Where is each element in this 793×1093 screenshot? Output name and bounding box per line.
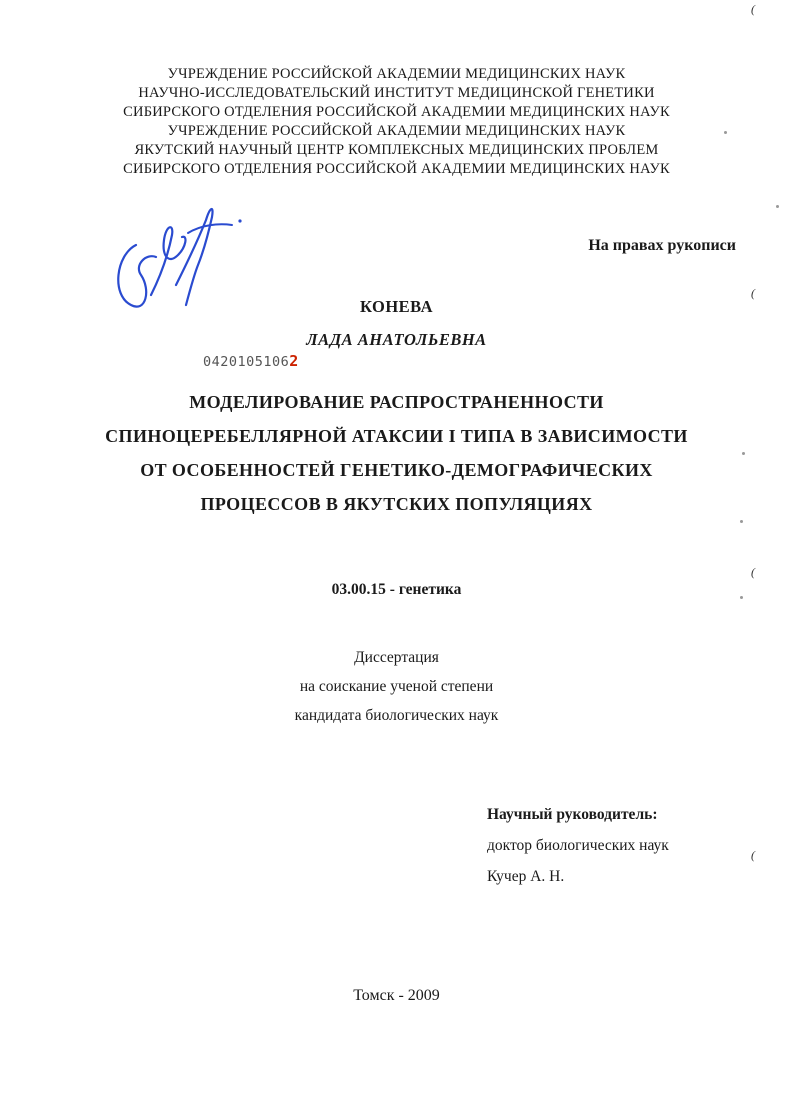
dissertation-title (0, 385, 793, 521)
institution-line: СИБИРСКОГО ОТДЕЛЕНИЯ РОССИЙСКОЙ АКАДЕМИИ МЕДИЦИНСКИХ НАУК (123, 161, 670, 177)
title-line: СПИНОЦЕРЕБЕЛЛЯРНОЙ АТАКСИИ I ТИПА В ЗАВИСИМОСТИ (105, 426, 688, 446)
institution-line: УЧРЕЖДЕНИЕ РОССИЙСКОЙ АКАДЕМИИ МЕДИЦИНСКИХ НАУК (167, 123, 626, 139)
institution-header (0, 65, 793, 179)
scan-edge-mark: ( (751, 2, 755, 16)
advisor-degree: доктор биологических наук (487, 837, 669, 854)
scan-speck (776, 205, 779, 208)
scan-speck (740, 596, 743, 599)
scientific-advisor-block (487, 799, 669, 892)
dissertation-line: Диссертация (354, 649, 439, 666)
dissertation-description (0, 643, 793, 730)
institution-line: УЧРЕЖДЕНИЕ РОССИЙСКОЙ АКАДЕМИИ МЕДИЦИНСКИХ НАУК (167, 66, 626, 82)
stamp-handwritten-digit: 2 (289, 352, 299, 370)
city-year: Томск - 2009 (353, 987, 440, 1004)
scan-speck (740, 520, 743, 523)
institution-line: ЯКУТСКИЙ НАУЧНЫЙ ЦЕНТР КОМПЛЕКСНЫХ МЕДИЦИНСКИХ ПРОБЛЕМ (134, 142, 659, 158)
advisor-name: Кучер А. Н. (487, 868, 565, 885)
dissertation-line: на соискание ученой степени (299, 678, 494, 695)
stamp-suffix: 6 (280, 354, 290, 370)
title-line: ОТ ОСОБЕННОСТЕЙ ГЕНЕТИКО-ДЕМОГРАФИЧЕСКИХ (140, 460, 653, 480)
specialty-code: 03.00.15 - генетика (331, 581, 462, 598)
scan-speck (724, 131, 727, 134)
dissertation-line: кандидата биологических наук (294, 707, 499, 724)
scan-edge-mark: ( (751, 286, 755, 300)
scan-edge-mark: ( (751, 565, 755, 579)
author-given-names: ЛАДА АНАТОЛЬЕВНА (306, 330, 487, 349)
scan-speck (742, 452, 745, 455)
author-surname: КОНЕВА (359, 297, 434, 316)
stamp-digits: 042010510 (203, 354, 281, 370)
advisor-heading: Научный руководитель: (487, 806, 658, 823)
scan-edge-mark: ( (751, 848, 755, 862)
institution-line: НАУЧНО-ИССЛЕДОВАТЕЛЬСКИЙ ИНСТИТУТ МЕДИЦИНСКОЙ ГЕНЕТИКИ (138, 85, 655, 101)
manuscript-rights-note: На правах рукописи (588, 237, 736, 254)
institution-line: СИБИРСКОГО ОТДЕЛЕНИЯ РОССИЙСКОЙ АКАДЕМИИ МЕДИЦИНСКИХ НАУК (123, 104, 670, 120)
registration-stamp (203, 352, 299, 370)
title-line: ПРОЦЕССОВ В ЯКУТСКИХ ПОПУЛЯЦИЯХ (200, 494, 593, 514)
title-line: МОДЕЛИРОВАНИЕ РАСПРОСТРАНЕННОСТИ (189, 392, 604, 412)
